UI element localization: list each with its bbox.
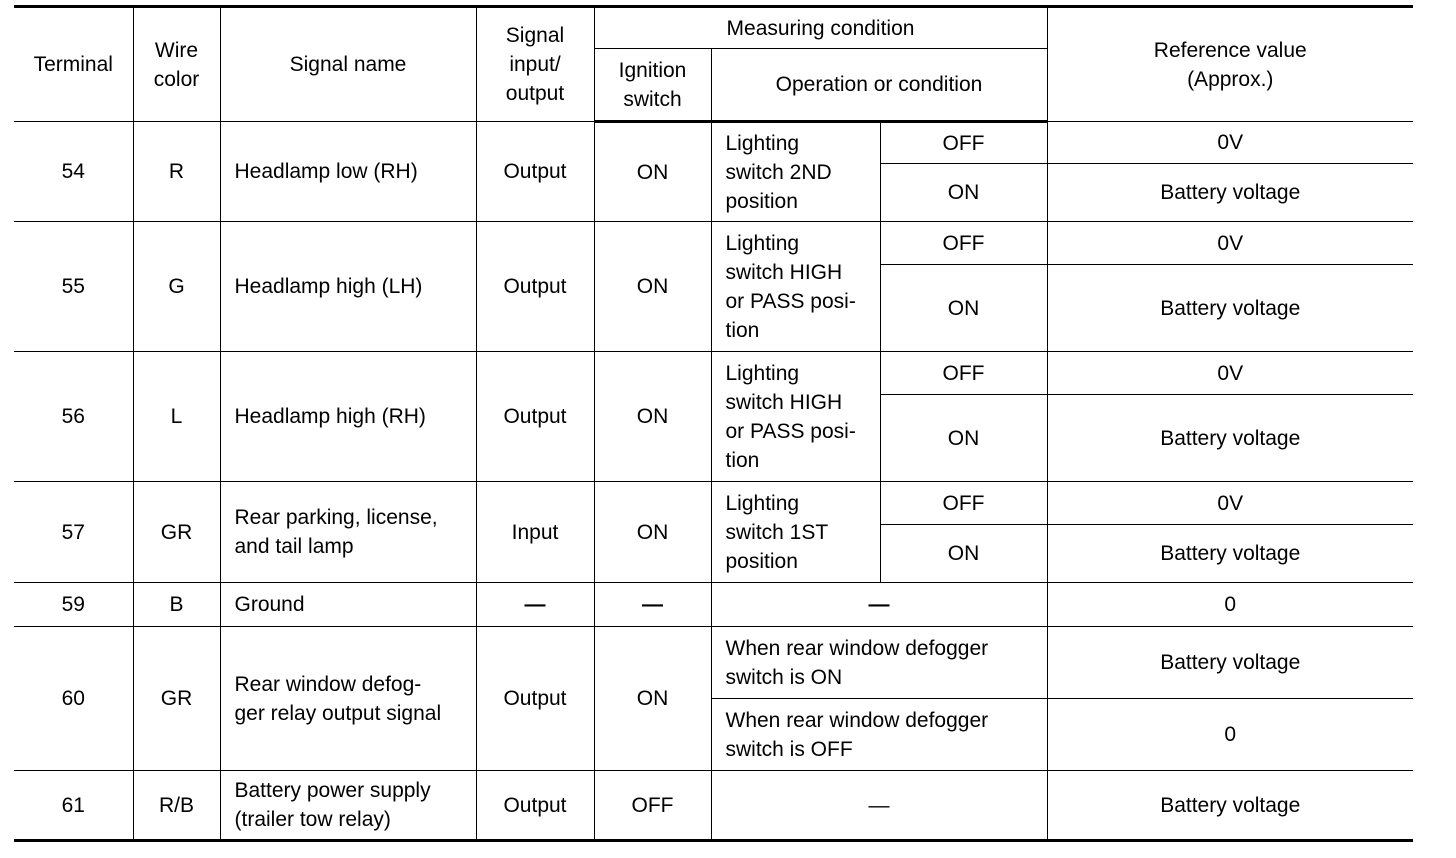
condition-cell: When rear window defogger switch is OFF [711,699,1047,771]
reference-value-cell: Battery voltage [1047,771,1413,841]
condition-cell: Lighting switch 1ST position [711,482,880,583]
ignition-cell: ON [594,352,711,482]
reference-value-cell: 0V [1047,482,1413,525]
table-row [14,222,1413,265]
signal-io-cell: Input [476,482,594,583]
table-row [14,482,1413,525]
condition-cell: When rear window defogger switch is ON [711,627,1047,699]
table-row [14,583,1413,627]
switch-state-cell: OFF [880,482,1047,525]
signal-name-cell: Headlamp low (RH) [220,122,476,222]
header-row [14,7,1413,49]
wire-color-cell: GR [133,627,220,771]
wire-color-cell: G [133,222,220,352]
table-row [14,627,1413,699]
wire-color-header: Wire color [133,7,220,122]
terminal-cell: 59 [14,583,133,627]
terminal-cell: 54 [14,122,133,222]
ignition-cell: ON [594,627,711,771]
signal-name-cell: Rear window defog- ger relay output signal [220,627,476,771]
ignition-switch-header: Ignition switch [594,49,711,122]
terminal-cell: 60 [14,627,133,771]
wire-color-cell: GR [133,482,220,583]
signal-name-cell: Headlamp high (RH) [220,352,476,482]
condition-cell: — [711,771,1047,841]
terminal-header: Terminal [14,7,133,122]
switch-state-cell: ON [880,164,1047,222]
terminal-cell: 56 [14,352,133,482]
signal-io-cell: — [476,583,594,627]
terminal-cell: 61 [14,771,133,841]
condition-cell: Lighting switch HIGH or PASS posi- tion [711,222,880,352]
signal-io-cell: Output [476,627,594,771]
reference-value-header: Reference value (Approx.) [1047,7,1413,122]
signal-name-cell: Battery power supply (trailer tow relay) [220,771,476,841]
reference-value-cell: 0V [1047,222,1413,265]
operation-condition-header: Operation or condition [711,49,1047,122]
terminal-cell: 57 [14,482,133,583]
signal-name-cell: Rear parking, license, and tail lamp [220,482,476,583]
reference-value-cell: Battery voltage [1047,265,1413,352]
terminal-spec-table [14,5,1413,842]
table-row [14,122,1413,164]
switch-state-cell: ON [880,525,1047,583]
switch-state-cell: OFF [880,222,1047,265]
terminal-spec-sheet [14,5,1413,842]
wire-color-cell: L [133,352,220,482]
signal-io-header: Signal input/ output [476,7,594,122]
reference-value-cell: 0V [1047,352,1413,395]
signal-name-cell: Headlamp high (LH) [220,222,476,352]
reference-value-cell: Battery voltage [1047,164,1413,222]
signal-name-cell: Ground [220,583,476,627]
signal-io-cell: Output [476,771,594,841]
switch-state-cell: ON [880,395,1047,482]
reference-value-cell: 0 [1047,583,1413,627]
signal-io-cell: Output [476,352,594,482]
wire-color-cell: B [133,583,220,627]
ignition-cell: OFF [594,771,711,841]
wire-color-cell: R/B [133,771,220,841]
reference-value-cell: Battery voltage [1047,627,1413,699]
table-row [14,352,1413,395]
signal-name-header: Signal name [220,7,476,122]
terminal-cell: 55 [14,222,133,352]
ignition-cell: ON [594,122,711,222]
switch-state-cell: OFF [880,122,1047,164]
reference-value-cell: 0V [1047,122,1413,164]
ignition-cell: ON [594,482,711,583]
switch-state-cell: ON [880,265,1047,352]
reference-value-cell: Battery voltage [1047,525,1413,583]
condition-cell: Lighting switch HIGH or PASS posi- tion [711,352,880,482]
ignition-cell: — [594,583,711,627]
condition-cell: — [711,583,1047,627]
reference-value-cell: 0 [1047,699,1413,771]
signal-io-cell: Output [476,122,594,222]
signal-io-cell: Output [476,222,594,352]
measuring-condition-header: Measuring condition [594,7,1047,49]
reference-value-cell: Battery voltage [1047,395,1413,482]
condition-cell: Lighting switch 2ND position [711,122,880,222]
switch-state-cell: OFF [880,352,1047,395]
table-row [14,771,1413,841]
ignition-cell: ON [594,222,711,352]
wire-color-cell: R [133,122,220,222]
